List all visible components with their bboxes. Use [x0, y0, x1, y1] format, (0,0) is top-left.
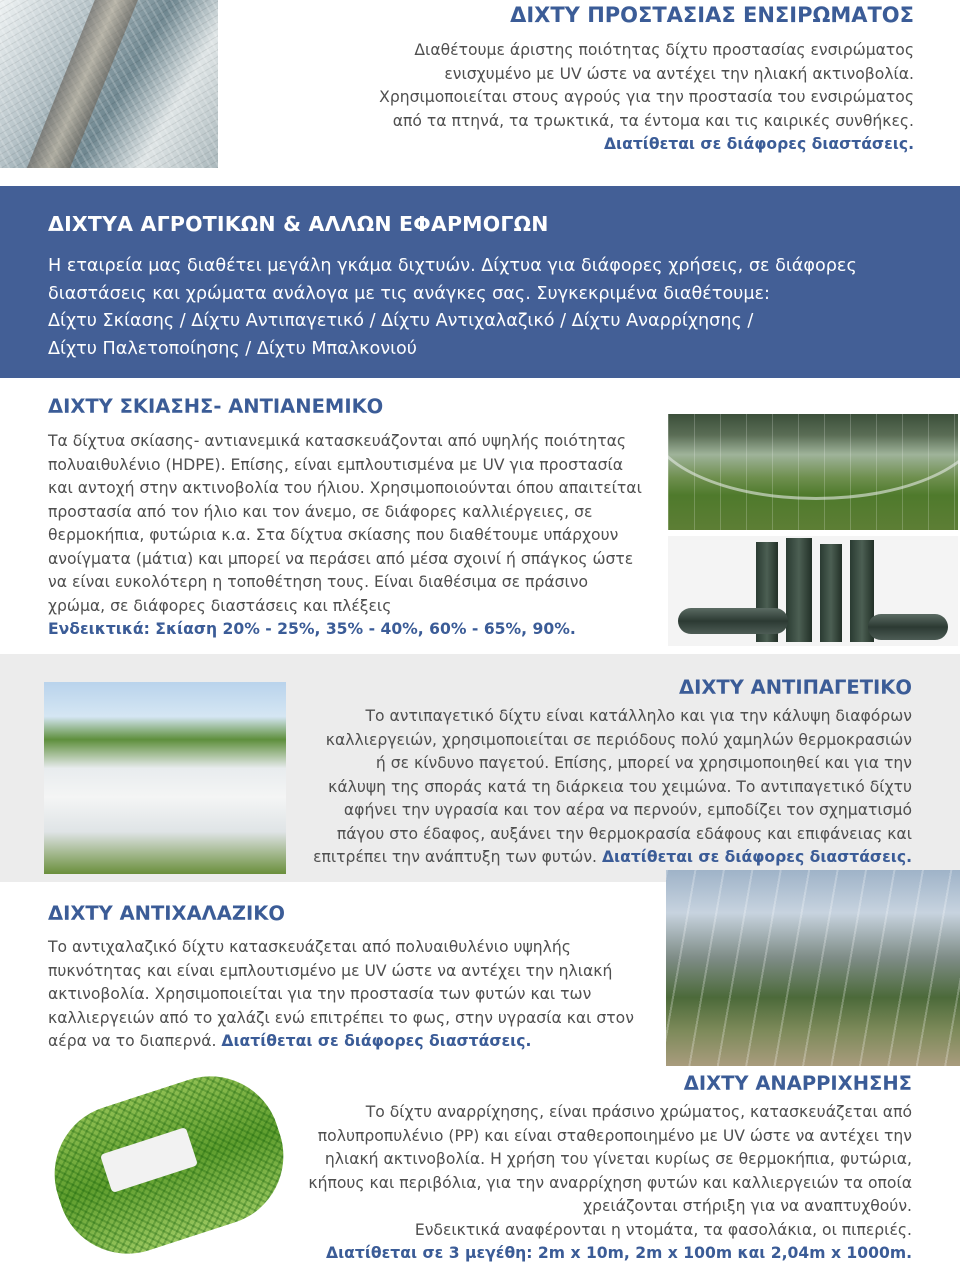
section4-body [292, 705, 912, 870]
hail-net-orchard-photo [666, 870, 960, 1066]
section1-line: από τα πτηνά, τα τρωκτικά, τα έντομα και τις καιρικές συνθήκες. [392, 111, 914, 130]
section4-title: ΔΙΧΤΥ ΑΝΤΙΠΑΓΕΤΙΚΟ [679, 676, 912, 699]
section6-line: πολυπροπυλένιο (PP) και είναι σταθεροποιημένο με UV ώστε να αντέχει την [317, 1126, 912, 1145]
section3-highlight: Ενδεικτικά: Σκίαση 20% - 25%, 35% - 40%, 60% - 65%, 90%. [48, 620, 576, 638]
section5-title: ΔΙΧΤΥ ΑΝΤΙΧΑΛΑΖΙΚΟ [48, 902, 285, 925]
section1-line: Χρησιμοποιείται στους αγρούς για την προστασία του ενσιρώματος [379, 88, 914, 106]
section3-line: Τα δίχτυα σκίασης- αντιανεμικά κατασκευάζονται από υψηλής ποιότητας [48, 432, 627, 450]
section3-line: πολυαιθυλένιο (HDPE). Επίσης, είναι εμπλουτισμένα με UV για προστασία [48, 455, 624, 474]
climbing-net-roll-photo [44, 1070, 288, 1262]
section6-body [272, 1101, 912, 1266]
section2-line: διαστάσεις και χρώματα ανάλογα με τις ανάγκες σας. Συγκεκριμένα διαθέτουμε: [48, 283, 770, 304]
section6-line: κήπους και περιβόλια, για την αναρρίχηση φυτών και καλλιεργειών τα οποία [308, 1173, 912, 1192]
silage-net-photo [0, 0, 218, 168]
section5-highlight: Διατίθεται σε διάφορες διαστάσεις. [221, 1032, 532, 1050]
section2-line: Δίχτυ Παλετοποίησης / Δίχτυ Μπαλκονιού [48, 338, 417, 359]
shade-net-rolls-photo [668, 536, 958, 646]
section4-line: αφήνει την υγρασία και τον αέρα να περνούν, εμποδίζει τον σχηματισμό [343, 801, 912, 819]
section3-line: ανοίγματα (μάτια) και μπορεί να περάσει από μέσα σχοινί ή σπάγκος ώστε [48, 549, 634, 568]
section3-title: ΔΙΧΤΥ ΣΚΙΑΣΗΣ- ΑΝΤΙΑΝΕΜΙΚΟ [48, 395, 384, 418]
section3-line: χρώμα, σε διάφορες διαστάσεις και πλέξεις [48, 596, 392, 615]
section5-last-line: αέρα να το διαπερνά. Διατίθεται σε διάφορες διαστάσεις. [48, 1032, 532, 1050]
section5-line: καλλιεργειών από το χαλάζι ενώ επιτρέπει το φως, στην υγρασία και στον [48, 1008, 634, 1027]
section2-body [48, 253, 928, 363]
section6-line: Το δίχτυ αναρρίχησης, είναι πράσινο χρώματος, κατασκευάζεται από [365, 1103, 912, 1121]
section4-line: ή σε κίνδυνο παγετού. Επίσης, μπορεί να χρησιμοποιηθεί και για την [375, 754, 912, 772]
section5-line: πυκνότητας και είναι εμπλουτισμένο με UV ώστε να αντέχει την ηλιακή [48, 961, 613, 980]
section5-line: ακτινοβολία. Χρησιμοποιείται για την προστασία των φυτών και των [48, 985, 592, 1003]
section4-line: κάλυψη της σποράς κατά τη διάρκεια του χειμώνα. Το αντιπαγετικό δίχτυ [328, 777, 912, 796]
section3-body [48, 430, 658, 642]
section3-line: να είναι ευκολότερη η τοποθέτηση τους. Είναι διαθέσιμα σε πράσινο [48, 573, 589, 591]
section1-title: ΔΙΧΤΥ ΠΡΟΣΤΑΣΙΑΣ ΕΝΣΙΡΩΜΑΤΟΣ [510, 3, 914, 27]
section6-line: ηλιακή ακτινοβολία. Η χρήση του γίνεται κυρίως σε θερμοκήπια, φυτώρια, [324, 1150, 912, 1168]
section6-line: χρειάζονται στήριξη για να αναπτυχθούν. [583, 1197, 912, 1215]
section1-body [274, 39, 914, 157]
section2-line: Δίχτυ Σκίασης / Δίχτυ Αντιπαγετικό / Δίχτυ Αντιχαλαζικό / Δίχτυ Αναρρίχησης / [48, 311, 754, 331]
shade-net-greenhouse-photo [668, 414, 958, 530]
section2-title: ΔΙΧΤΥΑ ΑΓΡΟΤΙΚΩΝ & ΑΛΛΩΝ ΕΦΑΡΜΟΓΩΝ [48, 212, 549, 236]
section4-last-line: επιτρέπει την ανάπτυξη των φυτών. Διατίθεται σε διάφορες διαστάσεις. [313, 848, 912, 866]
section6-line: Ενδεικτικά αναφέρονται η ντομάτα, τα φασολάκια, οι πιπεριές. [414, 1220, 912, 1239]
section1-highlight: Διατίθεται σε διάφορες διαστάσεις. [603, 135, 914, 153]
section1-line: ενισχυμένο με UV ώστε να αντέχει την ηλιακή ακτινοβολία. [444, 64, 914, 83]
section6-title: ΔΙΧΤΥ ΑΝΑΡΡΙΧΗΣΗΣ [683, 1072, 912, 1095]
section5-body [48, 936, 658, 1054]
section3-line: και αντοχή στην ακτινοβολία του ήλιου. Χρησιμοποιούνται όπου απαιτείται [48, 479, 642, 497]
section1-line: Διαθέτουμε άριστης ποιότητας δίχτυ προστασίας ενσιρώματος [414, 41, 914, 59]
antifrost-field-photo [44, 682, 286, 874]
section6-highlight: Διατίθεται σε 3 μεγέθη: 2m x 10m, 2m x 100m και 2,04m x 1000m. [326, 1244, 912, 1262]
section4-line: Το αντιπαγετικό δίχτυ είναι κατάλληλο και για την κάλυψη διαφόρων [365, 707, 912, 725]
section3-line: θερμοκήπια, φυτώρια κ.α. Στα δίχτυα σκίασης που διαθέτουμε υπάρχουν [48, 526, 619, 544]
section2-line: Η εταιρεία μας διαθέτει μεγάλη γκάμα διχτυών. Δίχτυα για διάφορες χρήσεις, σε διάφορες [48, 256, 857, 276]
section4-line: πάγου στο έδαφος, αυξάνει την θερμοκρασία εδάφους και επιφάνειας και [336, 824, 912, 843]
section3-line: προστασία από τον ήλιο και τον άνεμο, σε διάφορες καλλιέργειες, σε [48, 502, 593, 521]
section5-line: Το αντιχαλαζικό δίχτυ κατασκευάζεται από πολυαιθυλένιο υψηλής [48, 938, 571, 956]
section4-line: καλλιεργειών, χρησιμοποιείται σε περιόδους πολύ χαμηλών θερμοκρασιών [325, 730, 912, 749]
section4-highlight: Διατίθεται σε διάφορες διαστάσεις. [601, 848, 912, 866]
